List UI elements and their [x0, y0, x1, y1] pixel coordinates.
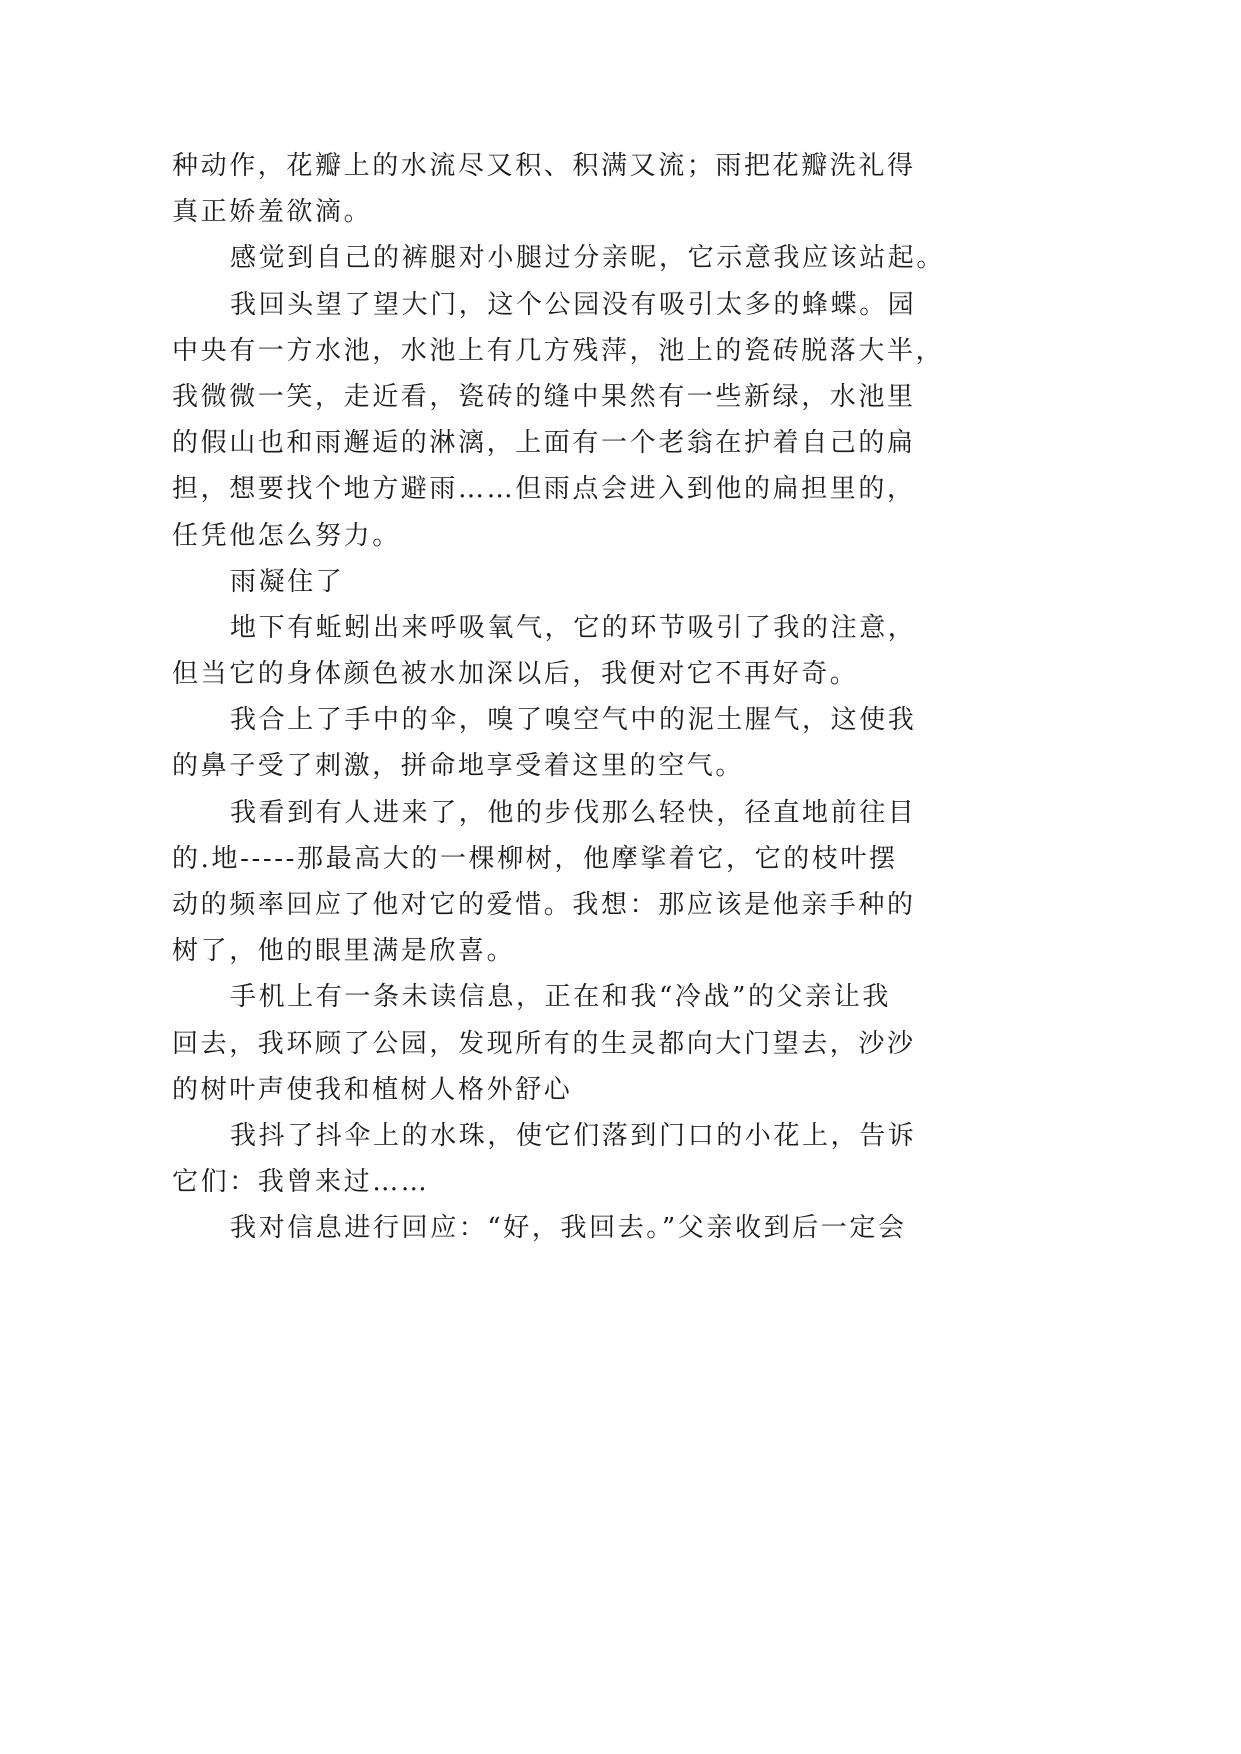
text-line: 动的频率回应了他对它的爱惜。我想：那应该是他亲手种的 [172, 890, 916, 920]
paragraph-8 [172, 974, 972, 1113]
paragraph-5 [172, 605, 972, 697]
paragraph-2 [172, 235, 972, 281]
text-line: 的树叶声使我和植树人格外舒心 [172, 1074, 573, 1105]
text-line: 担，想要找个地方避雨……但雨点会进入到他的扁担里的， [172, 474, 916, 505]
text-line: 但当它的身体颜色被水加深以后，我便对它不再好奇。 [172, 659, 859, 690]
paragraph-10 [172, 1205, 972, 1251]
text-line: 我看到有人进来了，他的步伐那么轻快，径直地前往目 [230, 797, 917, 828]
paragraph-9 [172, 1113, 972, 1205]
text-line: 我对信息进行回应：“好，我回去。”父亲收到后一定会 [230, 1213, 907, 1244]
text-line: 种动作，花瓣上的水流尽又积、积满又流；雨把花瓣洗礼得 [172, 151, 916, 181]
document-body [172, 143, 972, 1252]
text-line: 中央有一方水池，水池上有几方残萍，池上的瓷砖脱落大半， [172, 335, 945, 366]
text-line: 真正娇羞欲滴。 [172, 197, 373, 228]
text-line: 手机上有一条未读信息，正在和我“冷战”的父亲让我 [230, 982, 891, 1013]
text-line: 我抖了抖伞上的水珠，使它们落到门口的小花上，告诉 [230, 1120, 917, 1151]
text-line: 感觉到自己的裤腿对小腿过分亲昵，它示意我应该站起。 [230, 243, 946, 274]
text-line: 我合上了手中的伞，嗅了嗅空气中的泥土腥气，这使我 [230, 705, 917, 736]
text-line: 任凭他怎么努力。 [172, 520, 401, 551]
text-line: 的鼻子受了刺激，拼命地享受着这里的空气。 [172, 751, 745, 782]
text-line: 我微微一笑，走近看，瓷砖的缝中果然有一些新绿，水池里 [172, 381, 916, 412]
text-line: 的.地-----那最高大的一棵柳树，他摩挲着它，它的枝叶摆 [172, 843, 898, 874]
text-line: 树了，他的眼里满是欣喜。 [172, 936, 516, 967]
paragraph-7 [172, 790, 972, 975]
paragraph-3 [172, 282, 972, 559]
text-line: 地下有蚯蚓出来呼吸氧气，它的环节吸引了我的注意， [230, 612, 917, 643]
paragraph-1 [172, 143, 972, 235]
text-line: 雨凝住了 [230, 566, 345, 597]
paragraph-6 [172, 697, 972, 789]
text-line: 我回头望了望大门，这个公园没有吸引太多的蜂蝶。园 [230, 289, 917, 320]
text-line: 它们：我曾来过…… [172, 1167, 430, 1198]
text-line: 的假山也和雨邂逅的淋漓，上面有一个老翁在护着自己的扁 [172, 428, 916, 459]
text-line: 回去，我环顾了公园，发现所有的生灵都向大门望去，沙沙 [172, 1028, 916, 1059]
paragraph-4 [172, 559, 972, 605]
